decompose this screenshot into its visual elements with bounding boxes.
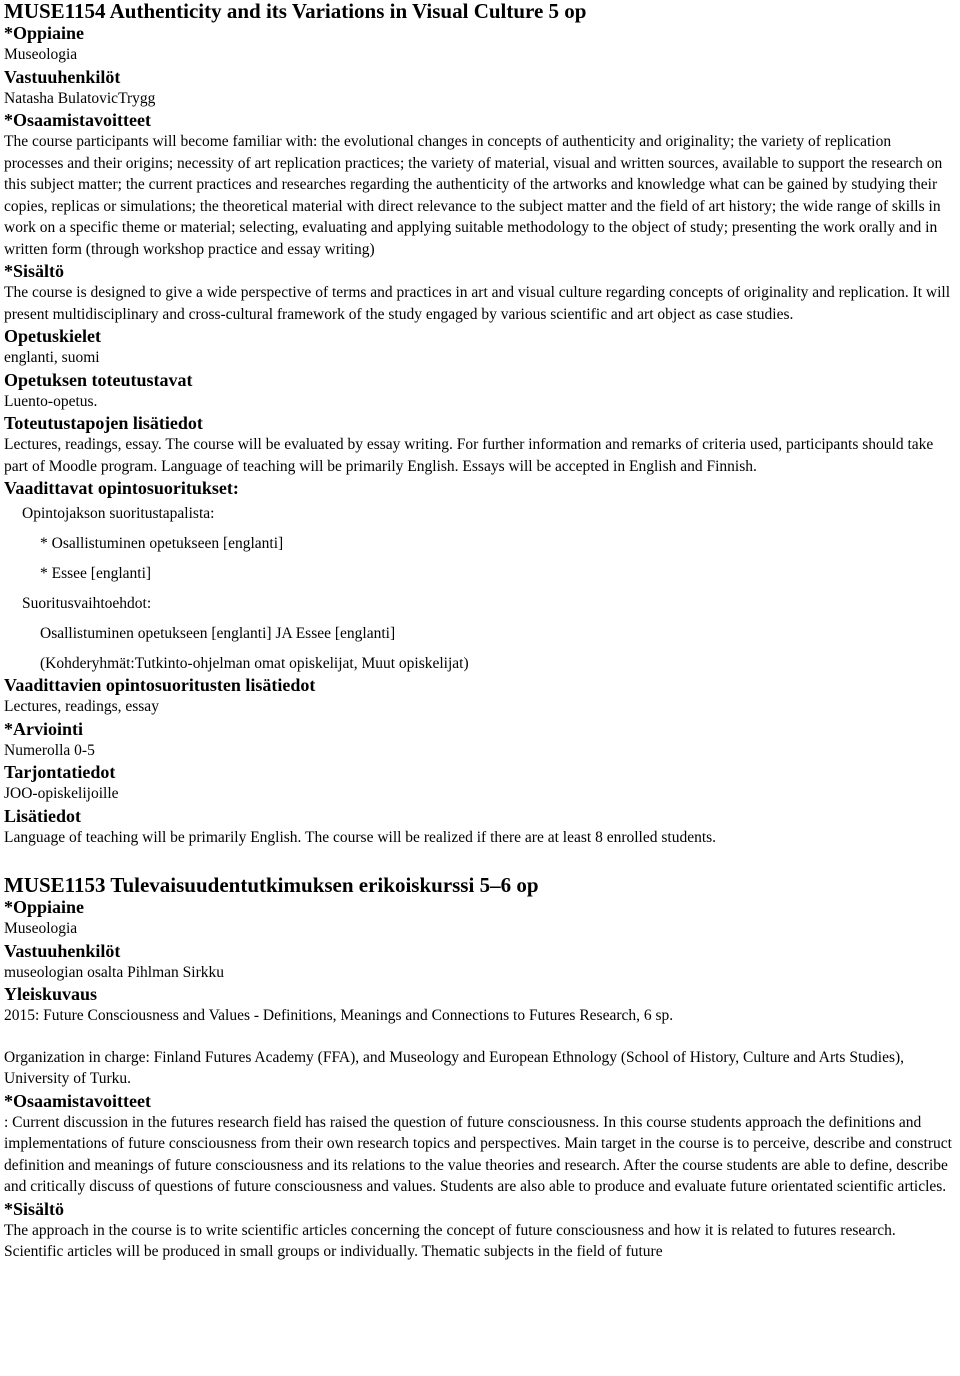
yleiskuvaus-organization: Organization in charge: Finland Futures Academy (FFA), and Museology and European Ethnology (School of History, Culture and Arts Studies), University of Turku. [4,1048,905,1087]
requirements-list-label: Opintojakson suoritustapalista: [22,505,215,522]
osaamistavoitteet-heading: *Osaamistavoitteet [4,1090,151,1111]
osaamistavoitteet-heading: *Osaamistavoitteet [4,110,151,130]
yleiskuvaus-heading: Yleiskuvaus [4,984,98,1004]
vastuuhenkilot-heading: Vastuuhenkilöt [4,66,121,87]
oppiaine-value: Museologia [4,46,78,63]
alternative-item: Osallistuminen opetukseen [englanti] JA Essee [englanti] [40,625,396,642]
toteutustavat-value: Luento-opetus. [4,392,98,410]
requirements-list [4,503,954,674]
course-title: MUSE1154 Authenticity and its Variations in Visual Culture 5 op [4,0,587,23]
course-muse1154 [4,0,954,848]
toteutustapojen-lisatiedot-heading: Toteutustapojen lisätiedot [4,413,203,433]
toteutustavat-heading: Opetuksen toteutustavat [4,369,193,390]
opetuskielet-heading: Opetuskielet [4,326,101,346]
lisatiedot-heading: Lisätiedot [4,805,82,826]
osaamistavoitteet-text: : Current discussion in the futures research field has raised the question of future consciousness. In this course students approach the definitions and implementations of future consciousness from their own research topics and perspectives. Main target in the course is to perceive, describe and construct definition and meanings of future consciousness and its relations to the value theories and research. After the course students are able to define, describe and critically discuss of questions of future consciousness and values. Students are also able to produce and evaluate future orientated scientific articles. [4,1113,952,1195]
course-muse1153 [4,874,954,1263]
osaamistavoitteet-text: The course participants will become familiar with: the evolutional changes in concepts of authenticity and originality; the variety of replication processes and their origins; necessity of art replication practices; the variety of material, visual and written sources, available to support the research on this subject matter; the current practices and researches regarding the authenticity of the artworks and knowledge what can be gained by studying their copies, replicas or simulations; the theoretical material with direct relevance to the subject matter and the field of art history; the wide range of skills in work on a specific theme or material; selecting, evaluating and applying suitable methodology to the object of study; presenting the work orally and in written form (through workshop practice and essay writing) [4,133,943,258]
oppiaine-heading: *Oppiaine [4,23,85,43]
tarjontatiedot-heading: Tarjontatiedot [4,762,116,782]
sisalto-text: The course is designed to give a wide perspective of terms and practices in art and visual culture regarding concepts of originality and replication. It will present multidisciplinary and cross-cultural framework of the study engaged by various scientific and art object as case studies. [4,284,951,323]
oppiaine-heading: *Oppiaine [4,897,85,917]
opetuskielet-value: englanti, suomi [4,349,100,366]
requirement-item: * Osallistuminen opetukseen [englanti] [40,535,284,552]
sisalto-text: The approach in the course is to write scientific articles concerning the concept of future consciousness and how it is related to futures research. Scientific articles will be produced in small groups or individually. Thematic subjects in the field of future [4,1221,896,1260]
arviointi-value: Numerolla 0-5 [4,741,95,759]
sisalto-heading: *Sisältö [4,261,65,281]
arviointi-heading: *Arviointi [4,718,83,739]
vastuuhenkilot-heading: Vastuuhenkilöt [4,940,121,961]
vastuuhenkilot-value: Natasha BulatovicTrygg [4,89,156,107]
vaadittavat-heading: Vaadittavat opintosuoritukset: [4,478,239,498]
requirement-item: * Essee [englanti] [40,565,152,582]
toteutustapojen-lisatiedot-text: Lectures, readings, essay. The course will be evaluated by essay writing. For further information and remarks of criteria used, participants should take part of Moodle program. Language of teaching will be primarily English. Essays will be accepted in English and Finnish. [4,436,934,475]
target-groups: (Kohderyhmät:Tutkinto-ohjelman omat opiskelijat, Muut opiskelijat) [40,655,469,672]
vastuuhenkilot-value: museologian osalta Pihlman Sirkku [4,963,224,981]
oppiaine-value: Museologia [4,920,78,937]
yleiskuvaus-text: 2015: Future Consciousness and Values - Definitions, Meanings and Connections to Futures Research, 6 sp. [4,1007,674,1024]
vaadittavien-lisatiedot-heading: Vaadittavien opintosuoritusten lisätiedot [4,675,316,695]
lisatiedot-text: Language of teaching will be primarily English. The course will be realized if there are at least 8 enrolled students. [4,828,717,846]
sisalto-heading: *Sisältö [4,1198,65,1219]
vaadittavien-lisatiedot-value: Lectures, readings, essay [4,698,159,715]
course-title: MUSE1153 Tulevaisuudentutkimuksen erikoiskurssi 5–6 op [4,873,539,897]
alternatives-label: Suoritusvaihtoehdot: [22,595,152,612]
tarjontatiedot-value: JOO-opiskelijoille [4,785,119,802]
